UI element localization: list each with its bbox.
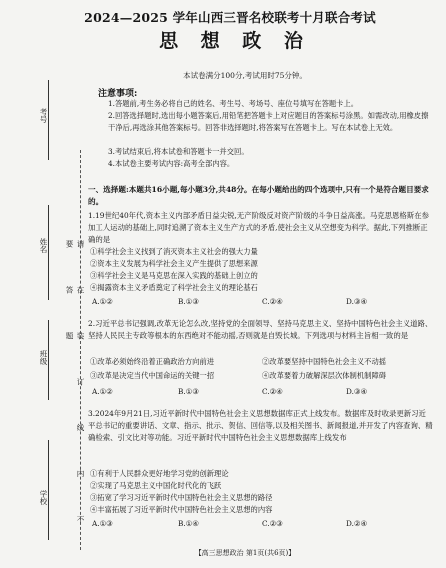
name-label: 姓名 (39, 238, 48, 253)
question-stem: 2.习近平总书记强调,改革无论怎么改,坚持党的全面领导、坚持马克思主义、坚持中国特色社会主义道路、坚持人民民主专政等根本的东西绝对不能动摇,否则就是自毁长城。下列选项与材料主旨相一致的是 (88, 319, 433, 340)
school-label: 学校 (39, 490, 48, 505)
question-item: ④揭露资本主义矛盾奠定了科学社会主义的理论基石 (90, 283, 258, 292)
question-item: ③拓宽了学习习近平新时代中国特色社会主义思想的路径 (90, 493, 273, 502)
answer-option: D.③④ (346, 297, 367, 306)
name-line (48, 205, 49, 300)
question-item: ④丰富拓展了习近平新时代中国特色社会主义思想的内容 (90, 505, 273, 514)
exam-number-line (48, 80, 49, 160)
question-item: ②实现了马克思主义中国化时代化的飞跃 (90, 481, 222, 490)
answer-option: B.①③ (178, 387, 199, 396)
note-item: 3.考试结束后,将本试卷和答题卡一并交回。 (108, 147, 249, 156)
answer-option: B.①③ (178, 297, 199, 306)
note-item: 1.答题前,考生务必将自己的姓名、考生号、考场号、座位号填写在答题卡上。 (108, 99, 359, 108)
class-line (48, 320, 49, 400)
answer-option: A.①③ (92, 519, 113, 528)
answer-option: A.①② (92, 297, 113, 306)
answer-option: B.①④ (178, 519, 199, 528)
binding-margin (0, 0, 86, 568)
question-item: ③改革是决定当代中国命运的关键一招 (90, 371, 215, 380)
exam-title: 2024—2025 学年山西三晋名校联考十月联合考试 (84, 10, 376, 25)
question-stem: 3.2024年9月21日,习近平新时代中国特色社会主义思想数据库正式上线发布。数据库及时收录更新习近平总书记的重要讲话、文章、指示、批示、贺信、回信等,以及相关图书、新闻报道,并开发了内容查询、精确检索、引文比对等功能。习近平新时代中国特色社会主义思想数据库上线发布 (88, 409, 433, 442)
exam-info: 本试卷满分100分,考试用时75分钟。 (183, 71, 307, 80)
answer-option: D.③④ (346, 387, 367, 396)
question-stem: 1.19世纪40年代,资本主义内部矛盾日益尖锐,无产阶级反对资产阶级的斗争日益高涨。马克思恩格斯在参加工人运动的基础上,同时追溯了资本主义生产方式的矛盾,使社会主义从空想变为科学。据此,下列推断正确的是 (88, 211, 429, 244)
class-label: 班级 (39, 350, 48, 365)
note-item: 2.回答选择题时,选出每小题答案后,用铅笔把答题卡上对应题目的答案标号涂黑。如需改动,用橡皮擦干净后,再选涂其他答案标号。回答非选择题时,将答案写在答题卡上。写在本试卷上无效。 (108, 111, 429, 132)
subject-title: 思 想 政 治 (159, 30, 311, 52)
note-item: 4.本试卷主要考试内容:高考全部内容。 (108, 159, 235, 168)
answer-option: C.②③ (262, 519, 283, 528)
question-item: ①科学社会主义找到了消灭资本主义社会的强大力量 (90, 247, 258, 256)
section-heading: 一、选择题:本题共16小题,每小题3分,共48分。在每小题给出的四个选项中,只有一个是符合题目要求的。 (88, 185, 429, 206)
answer-option: C.②④ (262, 387, 283, 396)
page-footer: 【高三思想政治 第1页(共6页)】 (194, 549, 296, 557)
question-item: ①有利于人民群众更好地学习党的创新理论 (90, 469, 229, 478)
question-item: ③科学社会主义是马克思在深入实践的基础上创立的 (90, 271, 258, 280)
answer-option: A.①② (92, 387, 113, 396)
school-line (48, 440, 49, 540)
answer-option: D.②④ (346, 519, 367, 528)
question-item: ①改革必须始终沿着正确政治方向前进 (90, 357, 215, 366)
binding-warning: 请 在 装 订 线 内 不 要 答 题 (65, 240, 85, 541)
question-item: ②改革要坚持中国特色社会主义不动摇 (262, 357, 387, 366)
question-item: ②资本主义发展为科学社会主义产生提供了思想来源 (90, 259, 258, 268)
binding-line (80, 150, 81, 550)
exam-number-label: 考号 (39, 108, 48, 123)
answer-option: C.②④ (262, 297, 283, 306)
question-item: ④改革要着力破解深层次体制机制障碍 (262, 371, 387, 380)
notes-title: 注意事项: (98, 89, 138, 99)
